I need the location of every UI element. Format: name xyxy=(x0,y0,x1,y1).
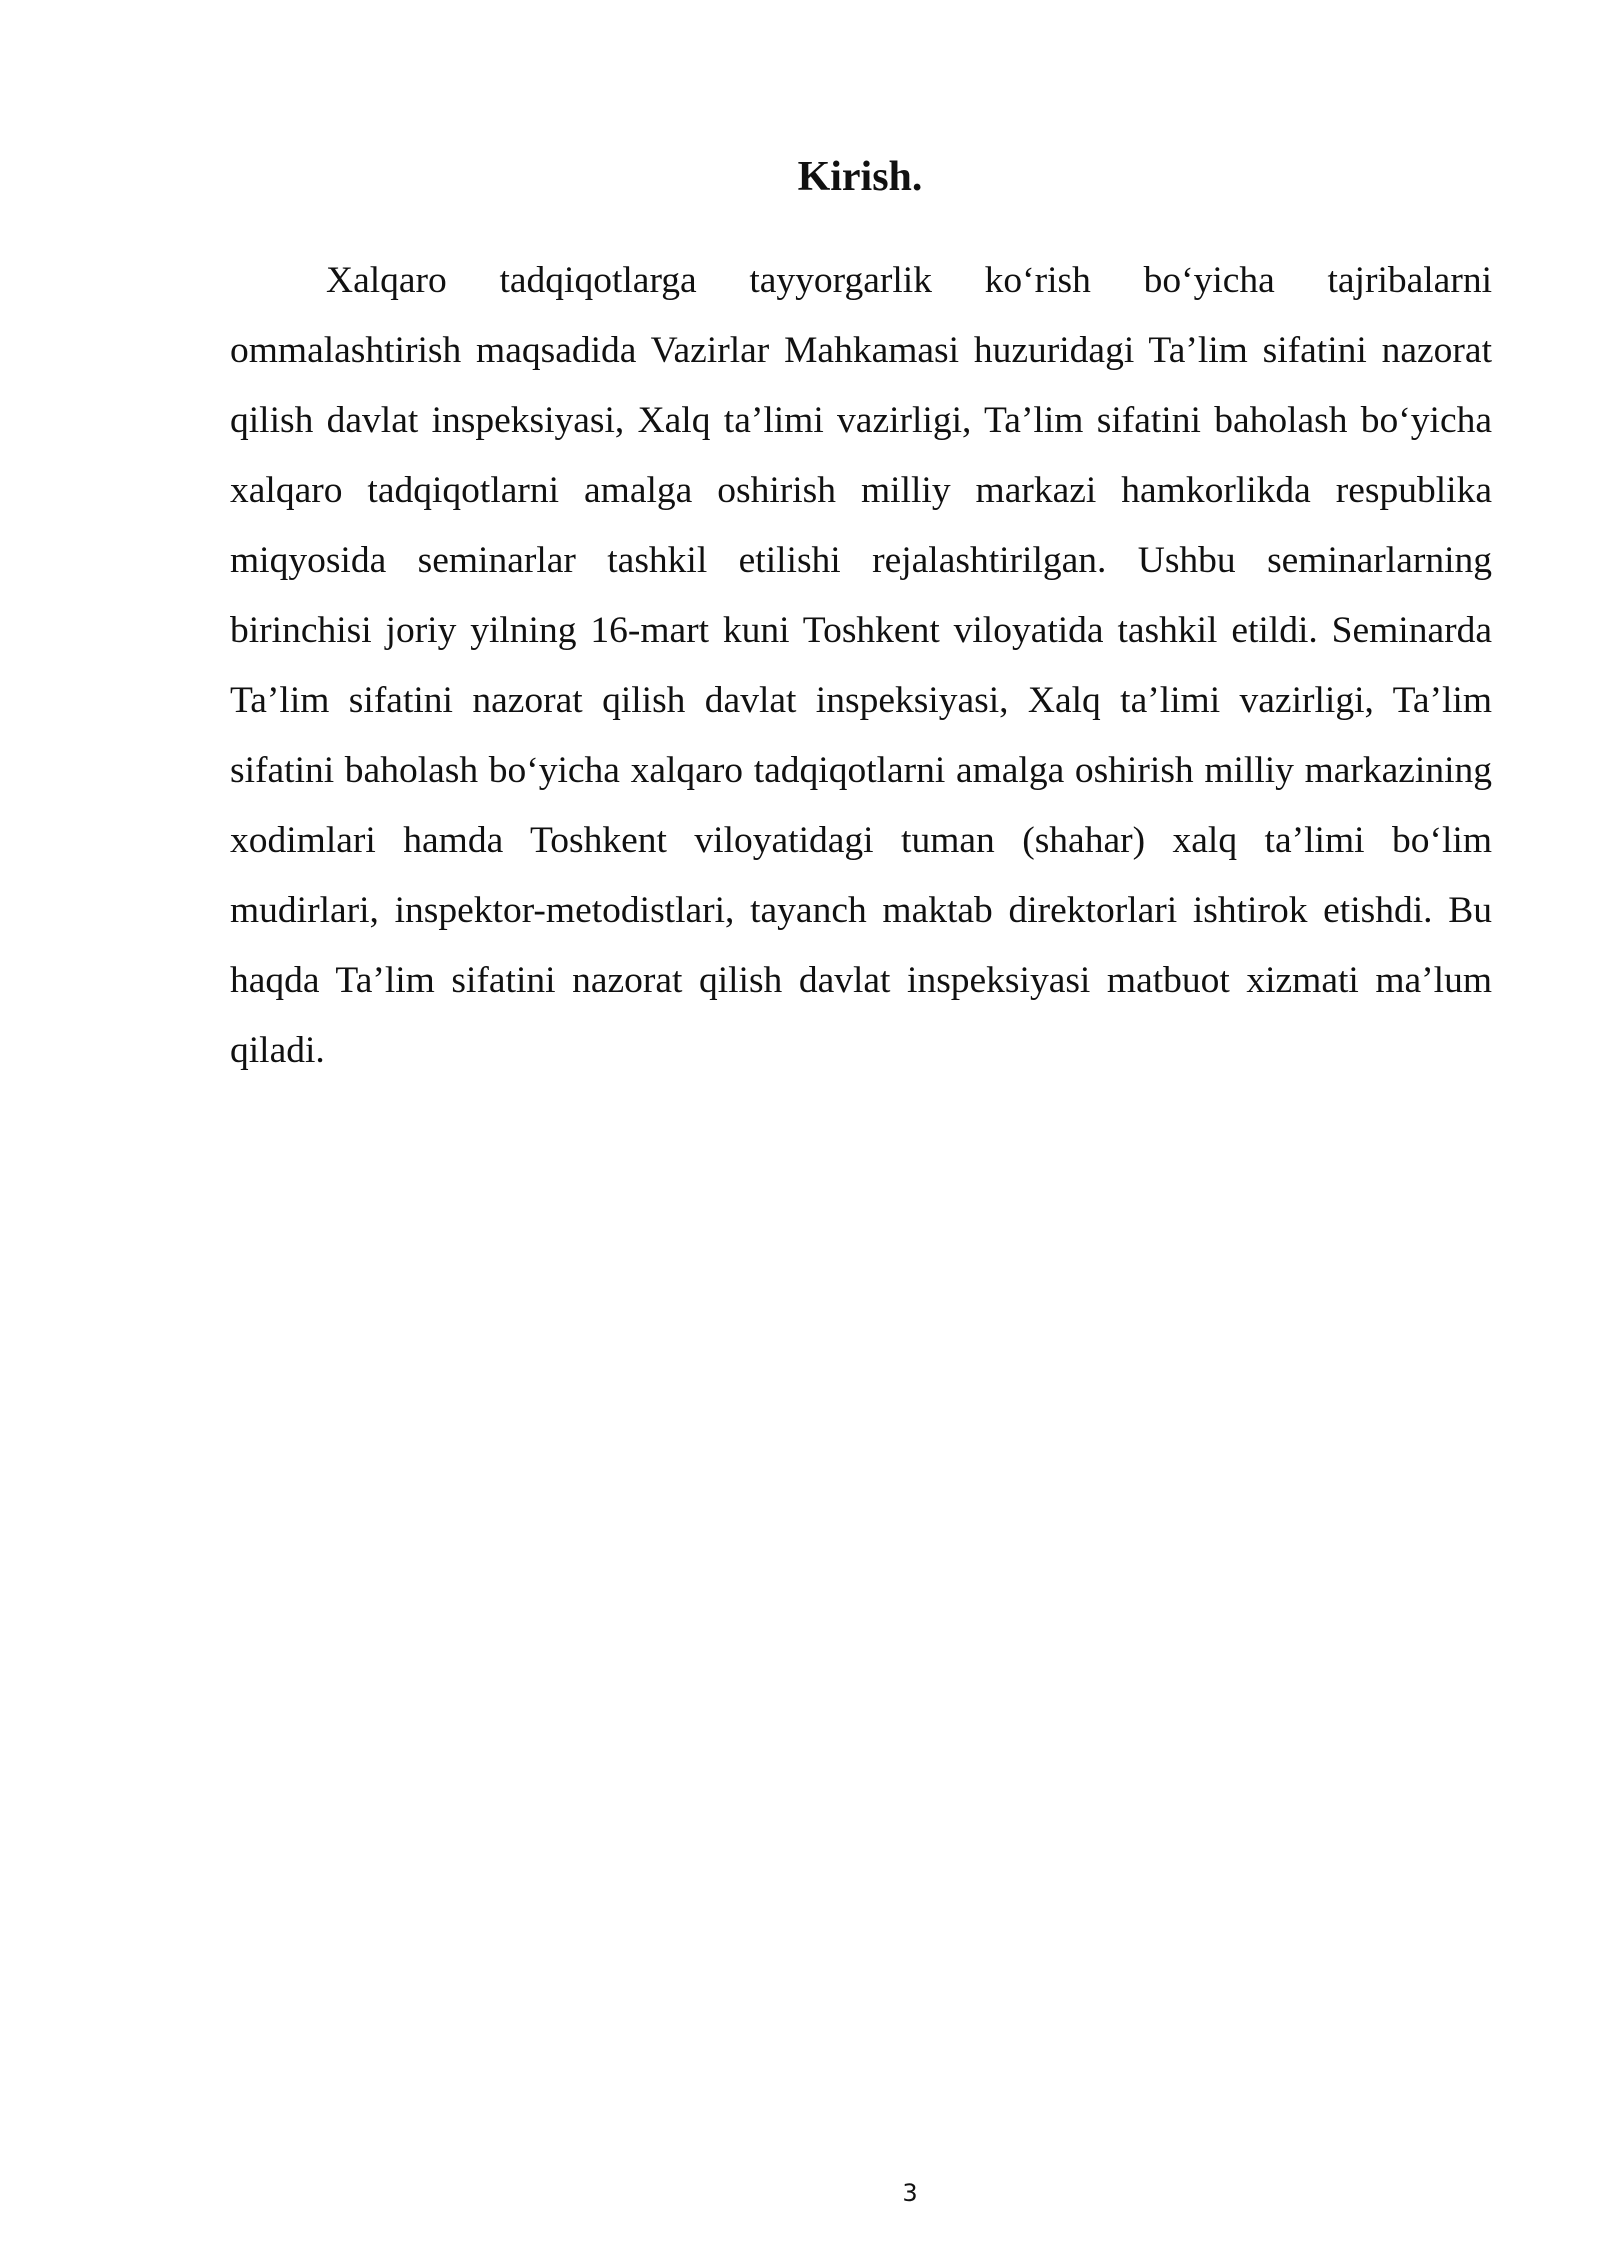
page-title: Kirish. xyxy=(797,154,923,200)
body-paragraph: Xalqaro tadqiqotlarga tayyorgarlik ko‘rish bo‘yicha tajribalarni ommalashtirish maqsadida Vazirlar Mahkamasi huzuridagi Ta’lim sifatini nazorat qilish davlat inspeksiyasi, Xalq ta’limi vazirligi, Ta’lim sifatini baholash bo‘yicha xalqaro tadqiqotlarni amalga oshirish milliy markazi hamkorlikda respublika miqyosida seminarlar tashkil etilishi rejalashtirilgan. Ushbu seminarlarning birinchisi joriy yilning 16-mart kuni Toshkent viloyatida tashkil etildi. Seminarda Ta’lim sifatini nazorat qilish davlat inspeksiyasi, Xalq ta’limi vazirligi, Ta’lim sifatini baholash bo‘yicha xalqaro tadqiqotlarni amalga oshirish milliy markazining xodimlari hamda Toshkent viloyatidagi tuman (shahar) xalq ta’limi bo‘lim mudirlari, inspektor-metodistlari, tayanch maktab direktorlari ishtirok etishdi. Bu haqda Ta’lim sifatini nazorat qilish davlat inspeksiyasi matbuot xizmati ma’lum qiladi. xyxy=(230,260,1492,1071)
page-number: 3 xyxy=(902,2179,918,2207)
